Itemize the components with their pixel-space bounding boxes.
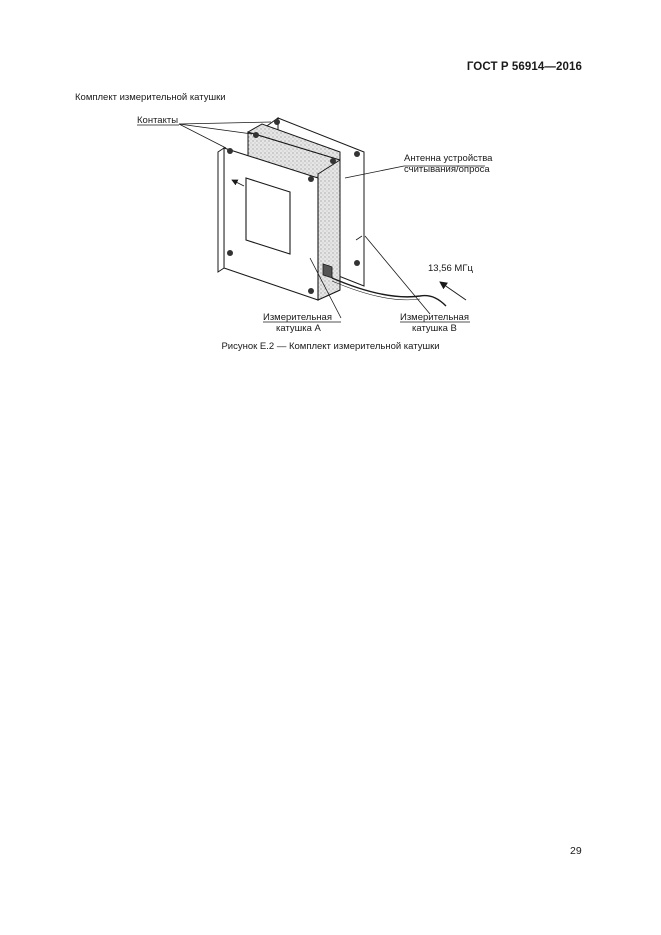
- page-number: 29: [570, 845, 582, 857]
- contact-hole: [308, 176, 314, 182]
- label-antenna-line2: считывания/опроса: [404, 164, 490, 175]
- label-coil-a-line2: катушка А: [276, 323, 321, 334]
- label-frequency: 13,56 МГц: [428, 263, 473, 274]
- label-coil-b-line1: Измерительная: [400, 312, 469, 323]
- label-contacts: Контакты: [137, 115, 179, 126]
- signal-arrow: [440, 282, 466, 300]
- coil-kit-figure: [0, 0, 661, 360]
- contact-hole: [227, 148, 233, 154]
- label-coil-a-line1: Измерительная: [263, 312, 332, 323]
- label-coil-b-line2: катушка В: [412, 323, 457, 334]
- contact-hole: [330, 158, 336, 164]
- contact-hole: [274, 119, 280, 125]
- feed-cable: [332, 278, 446, 306]
- contact-hole: [308, 288, 314, 294]
- contact-hole: [354, 260, 360, 266]
- figure-caption: Рисунок Е.2 — Комплект измерительной катушки: [221, 341, 440, 352]
- antenna-chip: [323, 264, 332, 278]
- contact-hole: [227, 250, 233, 256]
- coil-window: [246, 178, 290, 254]
- section-label: Комплект измерительной катушки: [75, 92, 226, 103]
- standard-code-header: ГОСТ Р 56914—2016: [466, 61, 582, 73]
- contact-hole: [354, 151, 360, 157]
- label-antenna-line1: Антенна устройства: [404, 153, 493, 164]
- contact-hole: [253, 132, 259, 138]
